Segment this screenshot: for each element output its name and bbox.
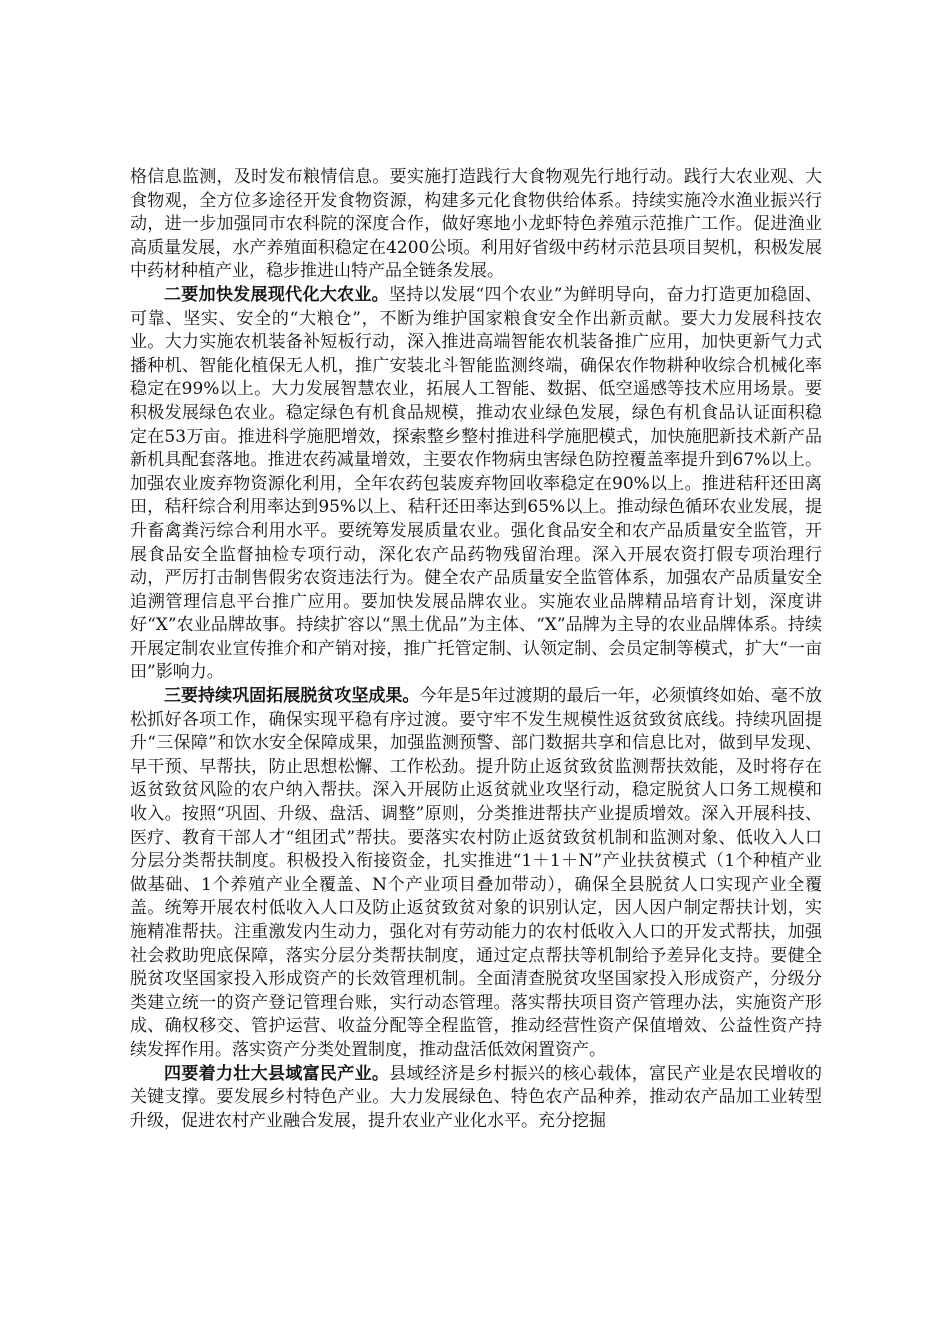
paragraph-county-industry <box>130 1063 822 1134</box>
paragraph-continuation <box>130 166 822 284</box>
section-heading: 二要加快发展现代化大农业。 <box>164 284 389 305</box>
paragraph-text: 县域经济是乡村振兴的核心载体，富民产业是农民增收的关键支撑。要发展乡村特色产业。大力发展绿色、特色农产品种养，推动农产品加工业转型升级，促进农村产业融合发展，提升农业产业化水平。充分挖掘 <box>130 1063 823 1131</box>
paragraph-text: 今年是5年过渡期的最后一年，必须慎终如始、毫不放松抓好各项工作，确保实现平稳有序过渡。要守牢不发生规模性返贫致贫底线。持续巩固提升“三保障”和饮水安全保障成果，加强监测预警、部门数据共享和信息比对，做到早发现、早干预、早帮扶，防止思想松懈、工作松劲。提升防止返贫致贫监测帮扶效能，及时将存在返贫致贫风险的农户纳入帮扶。深入开展防止返贫就业攻坚行动，稳定脱贫人口务工规模和收入。按照“巩固、升级、盘活、调整”原则，分类推进帮扶产业提质增效。深入开展科技、医疗、教育干部人才“组团式”帮扶。要落实农村防止返贫致贫机制和监测对象、低收入人口分层分类帮扶制度。积极投入衔接资金，扎实推进“1＋1＋N”产业扶贫模式（1个种植产业做基础、1个养殖产业全覆盖、N个产业项目叠加带动），确保全县脱贫人口实现产业全覆盖。统筹开展农村低收入人口及防止返贫致贫对象的识别认定，因人因户制定帮扶计划，实施精准帮扶。注重激发内生动力，强化对有劳动能力的农村低收入人口的开发式帮扶，加强社会救助兜底保障，落实分层分类帮扶制度，通过定点帮扶等机制给予差异化支持。要健全脱贫攻坚国家投入形成资产的长效管理机制。全面清查脱贫攻坚国家投入形成资产，分级分类建立统一的资产登记管理台账，实行动态管理。落实帮扶项目资产管理办法，实施资产形成、确权移交、管护运营、收益分配等全程监管，推动经营性资产保值增效、公益性资产持续发挥作用。落实资产分类处置制度，推动盘活低效闲置资产。 <box>130 686 822 1060</box>
section-heading: 三要持续巩固拓展脱贫攻坚成果。 <box>164 686 420 707</box>
paragraph-text: 坚持以发展“四个农业”为鲜明导向，奋力打造更加稳固、可靠、坚实、安全的“大粮仓”，不断为维护国家粮食安全作出新贡献。要大力发展科技农业。大力实施农机装备补短板行动，深入推进高端智能农机装备推广应用，加快更新气力式播种机、智能化植保无人机，推广安装北斗智能监测终端，确保农作物耕种收综合机械化率稳定在99%以上。大力发展智慧农业，拓展人工智能、数据、低空遥感等技术应用场景。要积极发展绿色农业。稳定绿色有机食品规模，推动农业绿色发展，绿色有机食品认证面积稳定在53万亩。推进科学施肥增效，探索整乡整村推进科学施肥模式，加快施肥新技术新产品新机具配套落地。推进农药减量增效，主要农作物病虫害绿色防控覆盖率提升到67%以上。加强农业废弃物资源化利用，全年农药包装废弃物回收率稳定在90%以上。推进秸秆还田离田，秸秆综合利用率达到95%以上、秸秆还田率达到65%以上。推动绿色循环农业发展，提升畜禽粪污综合利用水平。要统筹发展质量农业。强化食品安全和农产品质量安全监管，开展食品安全监督抽检专项行动，深化农产品药物残留治理。深入开展农资打假专项治理行动，严厉打击制售假劣农资违法行为。健全农产品质量安全监管体系，加强农产品质量安全追溯管理信息平台推广应用。要加快发展品牌农业。实施农业品牌精品培育计划，深度讲好“X”农业品牌故事。持续扩容以“黑土优品”为主体、“X”品牌为主导的农业品牌体系。持续开展定制农业宣传推介和产销对接，推广托管定制、认领定制、会员定制等模式，扩大“一亩田”影响力。 <box>130 284 823 683</box>
paragraph-poverty-alleviation <box>130 685 822 1063</box>
section-heading: 四要着力壮大县域富民产业。 <box>164 1063 390 1084</box>
document-page <box>130 166 822 1133</box>
paragraph-modern-agriculture <box>130 284 822 685</box>
paragraph-text: 格信息监测，及时发布粮情信息。要实施打造践行大食物观先行地行动。践行大农业观、大食物观，全方位多途径开发食物资源，构建多元化食物供给体系。持续实施冷水渔业振兴行动，进一步加强同市农科院的深度合作，做好寒地小龙虾特色养殖示范推广工作。促进渔业高质量发展，水产养殖面积稳定在4200公顷。利用好省级中药材示范县项目契机，积极发展中药材种植产业，稳步推进山特产品全链条发展。 <box>130 167 822 282</box>
